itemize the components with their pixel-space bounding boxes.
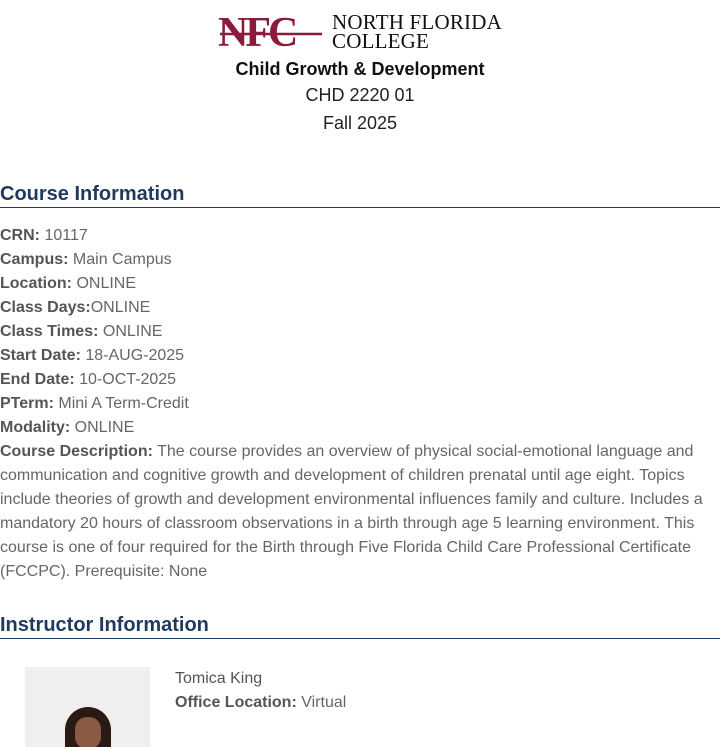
start-date-label: Start Date: — [0, 347, 81, 364]
end-date-row — [0, 368, 720, 392]
campus-label: Campus: — [0, 251, 69, 268]
campus-row — [0, 248, 720, 272]
location-label: Location: — [0, 275, 72, 292]
end-date-label: End Date: — [0, 371, 75, 388]
class-times-row — [0, 320, 720, 344]
class-times-value: ONLINE — [102, 323, 163, 340]
page-header — [0, 0, 720, 137]
location-row — [0, 272, 720, 296]
crn-label: CRN: — [0, 227, 40, 244]
instructor-photo-face — [75, 717, 101, 747]
instructor-name: Tomica King — [175, 670, 263, 687]
instructor-information-heading: Instructor Information — [0, 612, 720, 639]
office-location-label: Office Location: — [175, 694, 297, 711]
course-title: Child Growth & Development — [235, 59, 485, 79]
start-date-row — [0, 344, 720, 368]
logo-wordmark — [332, 10, 502, 53]
modality-row — [0, 416, 720, 440]
course-description — [0, 440, 720, 584]
class-days-row — [0, 296, 720, 320]
start-date-value: 18-AUG-2025 — [85, 347, 185, 364]
end-date-value: 10-OCT-2025 — [79, 371, 177, 388]
class-days-label: Class Days: — [0, 299, 91, 316]
nfc-logo-mark-icon — [218, 12, 326, 52]
logo-text-line2: COLLEGE — [332, 29, 430, 53]
course-info-list — [0, 224, 720, 584]
modality-value: ONLINE — [74, 419, 135, 436]
course-description-text: The course provides an overview of physical social-emotional language and communication and cognitive growth and development of children prenatal until age eight. Topics include theories of growth and development environmental influences family and culture. Includes a mandatory 20 hours of classroom observations in a birth through age 5 learning environment. This course is one of four required for the Birth through Five Florida Child Care Professional Certificate (FCCPC). Prerequisite: None — [0, 443, 703, 580]
course-information-heading: Course Information — [0, 181, 720, 208]
instructor-photo — [25, 667, 150, 747]
course-code: CHD 2220 01 — [305, 85, 415, 105]
pterm-label: PTerm: — [0, 395, 54, 412]
class-days-value: ONLINE — [90, 299, 151, 316]
location-value: ONLINE — [76, 275, 137, 292]
crn-value: 10117 — [44, 227, 88, 244]
instructor-details — [175, 667, 346, 747]
course-description-label: Course Description: — [0, 443, 153, 460]
logo-text-line1: NORTH FLORIDA — [332, 10, 502, 34]
class-times-label: Class Times: — [0, 323, 99, 340]
svg-text:NFC: NFC — [218, 12, 296, 52]
crn-row — [0, 224, 720, 248]
course-term: Fall 2025 — [322, 113, 398, 133]
college-logo — [0, 0, 720, 52]
pterm-value: Mini A Term-Credit — [58, 395, 189, 412]
pterm-row — [0, 392, 720, 416]
instructor-card — [0, 667, 720, 747]
campus-value: Main Campus — [72, 251, 172, 268]
office-location-value: Virtual — [301, 694, 347, 711]
modality-label: Modality: — [0, 419, 71, 436]
office-location-row — [175, 691, 346, 715]
